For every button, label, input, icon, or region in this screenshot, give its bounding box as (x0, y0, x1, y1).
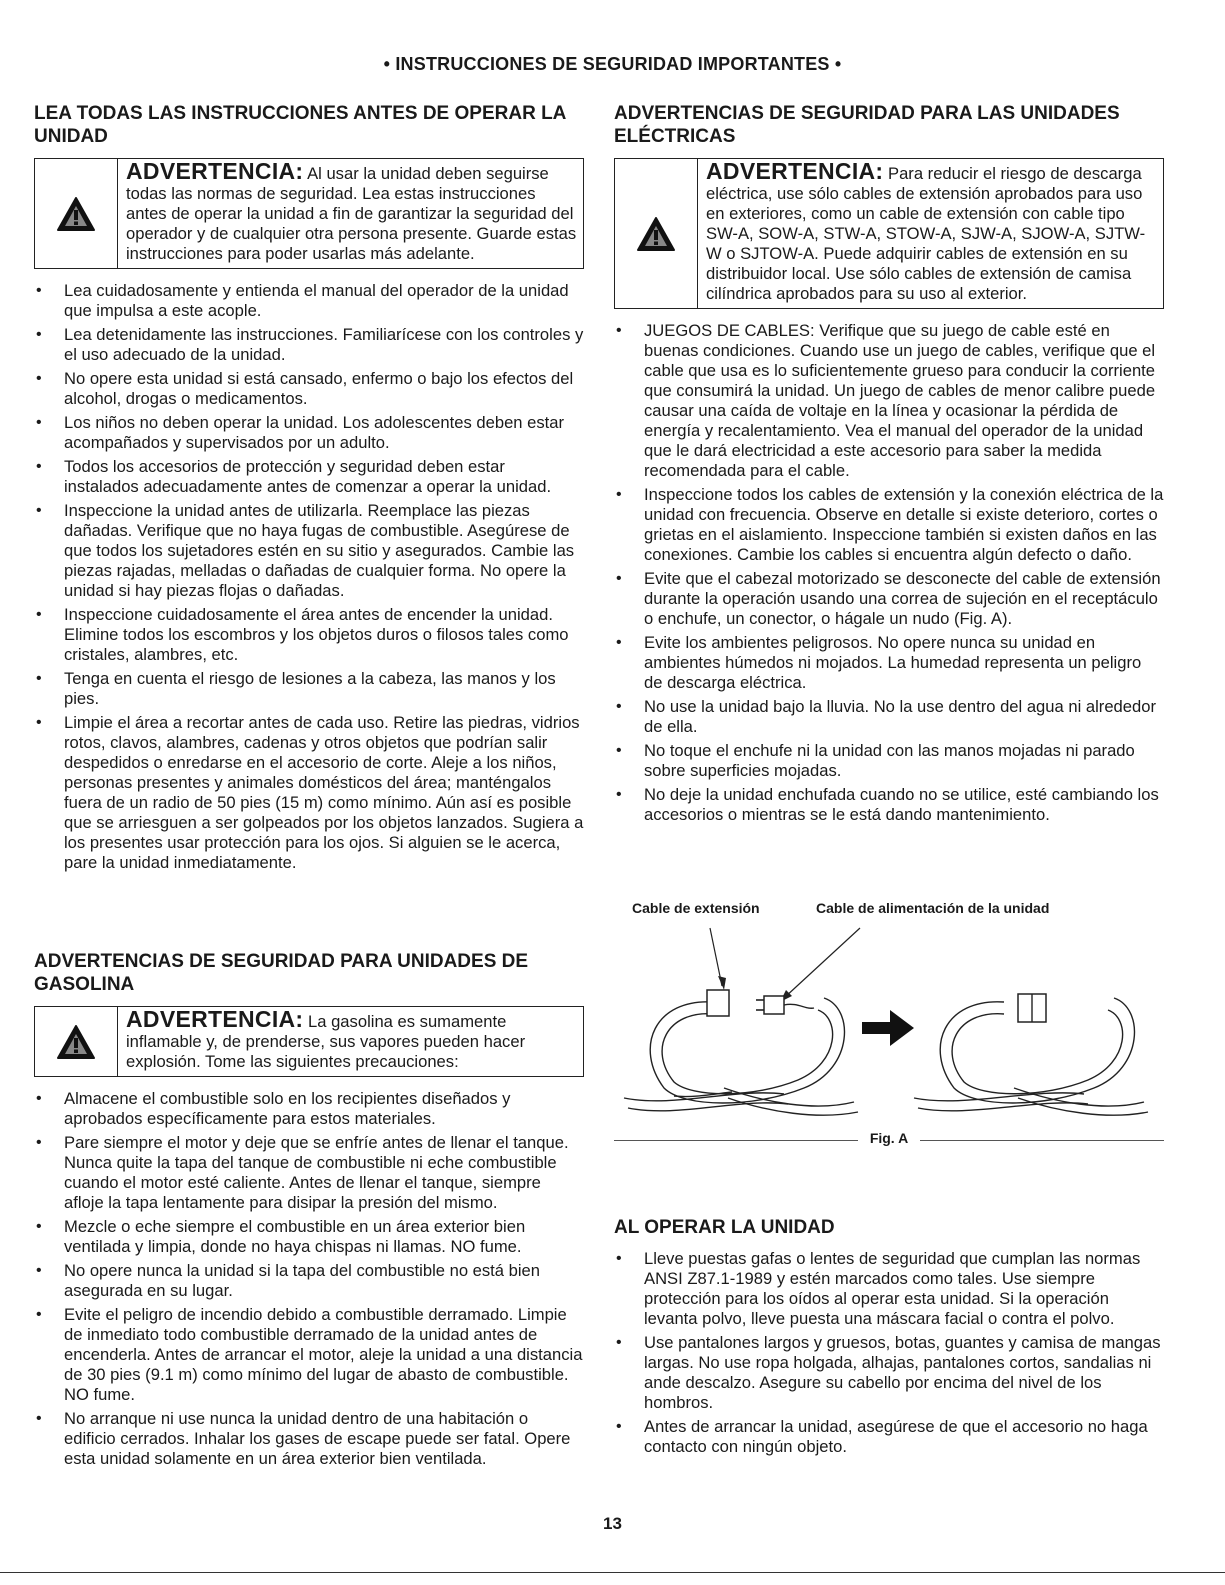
list-item: • Los niños no deben operar la unidad. Los adolescentes deben estar acompañados y supervisados por un adulto. (34, 413, 584, 453)
bottom-rule (0, 1572, 1225, 1573)
warning-triangle-icon (56, 1024, 96, 1060)
bullet-list-electric (614, 321, 1164, 825)
list-item: • No opere esta unidad si está cansado, enfermo o bajo los efectos del alcohol, drogas o medicamentos. (34, 369, 584, 409)
warning-body: Para reducir el riesgo de descarga eléctrica, use sólo cables de extensión aprobados para uso en exteriores, como un cable de extensión con cable tipo SW-A, SOW-A, STW-A, STOW-A, SJW-A, SJOW-A, SJTW-W o SJTOW-A. Puede adquirir cables de extensión en su distribuidor local. Use sólo cables de extensión de camisa cilíndrica aprobados para su uso al exterior. (706, 164, 1146, 303)
list-item: • Inspeccione todos los cables de extensión y la conexión eléctrica de la unidad con frecuencia. Observe en detalle si existe deterioro, cortes o grietas en el aislamiento. Inspeccione también si existen daños en las conexiones. Cambie los cables si encuentra algún defecto o daño. (614, 485, 1164, 565)
warning-icon-cell (35, 1007, 118, 1076)
warning-icon-cell (615, 159, 698, 308)
gasoline-section (34, 950, 584, 1473)
list-item: • Mezcle o eche siempre el combustible en un área exterior bien ventilada y limpia, donde no haya chispas ni llamas. NO fume. (34, 1217, 584, 1257)
cord-knot-illustration (614, 898, 1164, 1128)
list-item: • Antes de arrancar la unidad, asegúrese de que el accesorio no haga contacto con ningún objeto. (614, 1417, 1164, 1457)
list-item: • Pare siempre el motor y deje que se enfríe antes de llenar el tanque. Nunca quite la tapa del tanque de combustible ni eche combustible cuando el motor esté caliente. Antes de llenar el tanque, siempre afloje la tapa lentamente para disipar la presión del mismo. (34, 1133, 584, 1213)
warning-triangle-icon (636, 216, 676, 252)
warning-label: ADVERTENCIA: (706, 158, 884, 184)
list-item: • Evite el peligro de incendio debido a combustible derramado. Limpie de inmediato todo combustible derramado de la unidad antes de encenderla. Antes de arrancar el motor, aleje la unidad a una distancia de 30 pies (9.1 m) como mínimo del lugar de abasto de combustible. NO fume. (34, 1305, 584, 1405)
figure-caption (614, 1130, 1164, 1146)
operating-section (614, 1216, 1164, 1461)
list-item: • Almacene el combustible solo en los recipientes diseñados y aprobados específicamente para estos materiales. (34, 1089, 584, 1129)
right-column (614, 102, 1164, 829)
warning-label: ADVERTENCIA: (126, 1006, 304, 1032)
figure-caption-text: Fig. A (858, 1130, 920, 1146)
warning-label: ADVERTENCIA: (126, 158, 304, 184)
bullet-list-operating (614, 1249, 1164, 1457)
warning-text (118, 159, 583, 268)
section-title-read-instructions: LEA TODAS LAS INSTRUCCIONES ANTES DE OPERAR LA UNIDAD (34, 103, 566, 147)
list-item: • Lea cuidadosamente y entienda el manual del operador de la unidad que impulsa a este acople. (34, 281, 584, 321)
bullet-list-general (34, 281, 584, 873)
list-item: • Inspeccione cuidadosamente el área antes de encender la unidad. Elimine todos los escombros y los objetos duros o filosos tales como cristales, alambres, etc. (34, 605, 584, 665)
list-item: • Todos los accesorios de protección y seguridad deben estar instalados adecuadamente antes de comenzar a operar la unidad. (34, 457, 584, 497)
list-item: • Use pantalones largos y gruesos, botas, guantes y camisa de mangas largas. No use ropa holgada, alhajas, pantalones cortos, sandalias ni ande descalzo. Asegure su cabello por encima del nivel de los hombros. (614, 1333, 1164, 1413)
warning-triangle-icon (56, 196, 96, 232)
list-item: • No deje la unidad enchufada cuando no se utilice, esté cambiando los accesorios o mientras se le está dando mantenimiento. (614, 785, 1164, 825)
list-item: • Limpie el área a recortar antes de cada uso. Retire las piedras, vidrios rotos, clavos, alambres, cadenas y otros objetos que podrían salir despedidos o enredarse en el accesorio de corte. Aleje a los niños, personas presentes y animales domésticos del área; manténgalos fuera de un radio de 50 pies (15 m) como mínimo. Aún así es posible que se arriesguen a ser golpeados por los objetos lanzados. Sugiera a los presentes usar protección para los ojos. Si alguien se le acerca, pare la unidad inmediatamente. (34, 713, 584, 873)
warning-box-gasoline (34, 1006, 584, 1077)
figure-label-extension-cord: Cable de extensión (632, 900, 760, 916)
warning-box-general (34, 158, 584, 269)
list-item: • No opere nunca la unidad si la tapa del combustible no está bien asegurada en su lugar. (34, 1261, 584, 1301)
figure-cord-knot (614, 898, 1164, 1158)
warning-icon-cell (35, 159, 118, 268)
warning-box-electric (614, 158, 1164, 309)
list-item: • Lleve puestas gafas o lentes de seguridad que cumplan las normas ANSI Z87.1-1989 y estén marcados como tales. Use siempre protección para los oídos al operar esta unidad. Si la operación levanta polvo, lleve puesta una máscara facial o contra el polvo. (614, 1249, 1164, 1329)
list-item: • No use la unidad bajo la lluvia. No la use dentro del agua ni alrededor de ella. (614, 697, 1164, 737)
bullet-list-gasoline (34, 1089, 584, 1469)
list-item: • No toque el enchufe ni la unidad con las manos mojadas ni parado sobre superficies mojadas. (614, 741, 1164, 781)
page-header: • INSTRUCCIONES DE SEGURIDAD IMPORTANTES • (383, 54, 842, 74)
list-item: • Evite que el cabezal motorizado se desconecte del cable de extensión durante la operación usando una correa de sujeción en el receptáculo o enchufe, un conector, o hágale un nudo (Fig. A). (614, 569, 1164, 629)
figure-label-unit-cord: Cable de alimentación de la unidad (816, 900, 1050, 916)
left-column (34, 102, 584, 877)
list-item: • No arranque ni use nunca la unidad dentro de una habitación o edificio cerrados. Inhalar los gases de escape puede ser fatal. Opere esta unidad solamente en un área exterior bien ventilada. (34, 1409, 584, 1469)
section-title-gasoline: ADVERTENCIAS DE SEGURIDAD PARA UNIDADES DE GASOLINA (34, 951, 529, 995)
list-item: • JUEGOS DE CABLES: Verifique que su juego de cable esté en buenas condiciones. Cuando use un juego de cables, verifique que el cable que usa es lo suficientemente grueso para conducir la corriente que consumirá la unidad. Un juego de cables de menor calibre puede causar una caída de voltaje en la línea y ocasionar la pérdida de energía y recalentamiento. Vea el manual del operador de la unidad que le dará electricidad a este accesorio para saber la medida recomendada para el cable. (614, 321, 1164, 481)
list-item: • Inspeccione la unidad antes de utilizarla. Reemplace las piezas dañadas. Verifique que no haya fugas de combustible. Asegúrese de que todos los sujetadores estén en su sitio y asegurados. Cambie las piezas rajadas, melladas o dañadas de cualquier forma. No opere la unidad si hay piezas flojas o dañadas. (34, 501, 584, 601)
warning-body: La gasolina es sumamente inflamable y, de prenderse, sus vapores pueden hacer explosión. Tome las siguientes precauciones: (126, 1012, 526, 1071)
section-title-operating: AL OPERAR LA UNIDAD (614, 1217, 835, 1238)
warning-text (118, 1007, 583, 1076)
warning-text (698, 159, 1163, 308)
list-item: • Lea detenidamente las instrucciones. Familiarícese con los controles y el uso adecuado de la unidad. (34, 325, 584, 365)
warning-body: Al usar la unidad deben seguirse todas las normas de seguridad. Lea estas instrucciones antes de operar la unidad a fin de garantizar la seguridad del operador y de cualquier otra persona presente. Guarde estas instrucciones para poder usarlas más adelante. (126, 164, 577, 263)
section-title-electric: ADVERTENCIAS DE SEGURIDAD PARA LAS UNIDADES ELÉCTRICAS (614, 103, 1120, 147)
list-item: • Evite los ambientes peligrosos. No opere nunca su unidad en ambientes húmedos ni mojados. La humedad representa un peligro de descarga eléctrica. (614, 633, 1164, 693)
page-number: 13 (603, 1514, 622, 1533)
list-item: • Tenga en cuenta el riesgo de lesiones a la cabeza, las manos y los pies. (34, 669, 584, 709)
